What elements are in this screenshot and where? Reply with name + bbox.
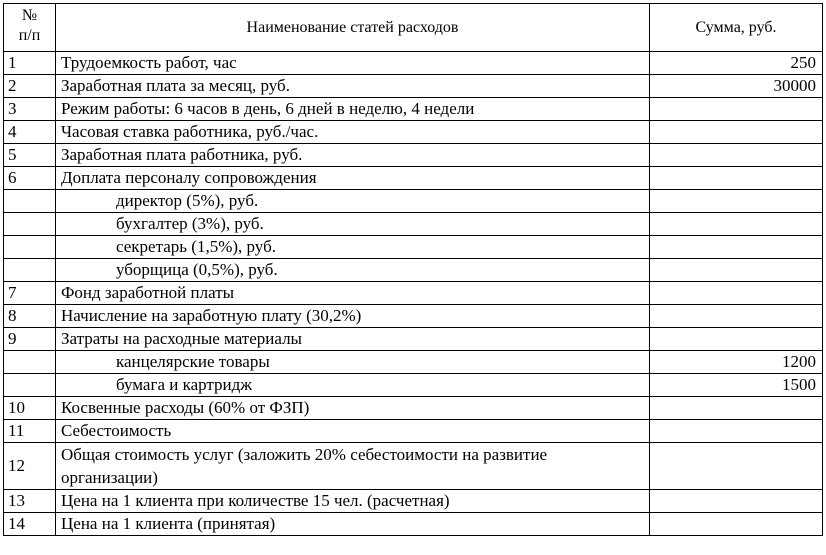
expense-table — [3, 3, 823, 536]
table-row — [4, 374, 823, 397]
row-sum: 1500 — [650, 374, 823, 397]
row-number: 10 — [4, 397, 56, 420]
row-sum — [650, 397, 823, 420]
row-subitem-name: уборщица (0,5%), руб. — [56, 259, 650, 282]
row-expense-name: Затраты на расходные материалы — [56, 328, 650, 351]
row-subitem-name: канцелярские товары — [56, 351, 650, 374]
row-number: 1 — [4, 52, 56, 75]
row-expense-name: Часовая ставка работника, руб./час. — [56, 121, 650, 144]
row-expense-name: Начисление на заработную плату (30,2%) — [56, 305, 650, 328]
row-expense-name: Доплата персоналу сопровождения — [56, 167, 650, 190]
row-expense-name: Заработная плата за месяц, руб. — [56, 75, 650, 98]
row-number: 14 — [4, 513, 56, 536]
row-sum — [650, 98, 823, 121]
table-row — [4, 190, 823, 213]
header-number — [4, 4, 56, 52]
row-number: 8 — [4, 305, 56, 328]
row-sum — [650, 213, 823, 236]
row-number — [4, 374, 56, 397]
row-sum — [650, 513, 823, 536]
row-number — [4, 259, 56, 282]
row-number: 4 — [4, 121, 56, 144]
row-subitem-name: бухгалтер (3%), руб. — [56, 213, 650, 236]
row-number: 12 — [4, 443, 56, 490]
row-number — [4, 236, 56, 259]
table-row — [4, 98, 823, 121]
row-number — [4, 351, 56, 374]
row-expense-name: Цена на 1 клиента при количестве 15 чел. (расчетная) — [56, 490, 650, 513]
row-expense-name: Общая стоимость услуг (заложить 20% себестоимости на развитие организации) — [56, 443, 650, 490]
table-row — [4, 213, 823, 236]
row-sum: 30000 — [650, 75, 823, 98]
table-body — [4, 52, 823, 536]
row-sum — [650, 236, 823, 259]
row-expense-name: Цена на 1 клиента (принятая) — [56, 513, 650, 536]
row-expense-name: Фонд заработной платы — [56, 282, 650, 305]
row-number: 5 — [4, 144, 56, 167]
row-number: 7 — [4, 282, 56, 305]
table-row — [4, 351, 823, 374]
row-sum — [650, 190, 823, 213]
row-number: 11 — [4, 420, 56, 443]
row-sum — [650, 282, 823, 305]
row-number: 3 — [4, 98, 56, 121]
row-expense-name: Режим работы: 6 часов в день, 6 дней в неделю, 4 недели — [56, 98, 650, 121]
table-row — [4, 167, 823, 190]
row-number — [4, 190, 56, 213]
row-sum: 1200 — [650, 351, 823, 374]
row-expense-name: Заработная плата работника, руб. — [56, 144, 650, 167]
row-subitem-name: бумага и картридж — [56, 374, 650, 397]
table-row — [4, 259, 823, 282]
row-sum — [650, 121, 823, 144]
table-row — [4, 75, 823, 98]
row-sum — [650, 259, 823, 282]
row-subitem-name: директор (5%), руб. — [56, 190, 650, 213]
row-expense-name: Себестоимость — [56, 420, 650, 443]
table-row — [4, 121, 823, 144]
header-expense-name: Наименование статей расходов — [56, 4, 650, 52]
table-row — [4, 397, 823, 420]
row-sum — [650, 328, 823, 351]
row-sum — [650, 443, 823, 490]
table-row — [4, 52, 823, 75]
row-sum — [650, 167, 823, 190]
row-sum: 250 — [650, 52, 823, 75]
table-row — [4, 236, 823, 259]
row-number: 2 — [4, 75, 56, 98]
header-sum: Сумма, руб. — [650, 4, 823, 52]
table-row — [4, 144, 823, 167]
table-row — [4, 420, 823, 443]
row-sum — [650, 490, 823, 513]
row-subitem-name: секретарь (1,5%), руб. — [56, 236, 650, 259]
row-number — [4, 213, 56, 236]
table-row — [4, 513, 823, 536]
row-expense-name: Трудоемкость работ, час — [56, 52, 650, 75]
row-number: 6 — [4, 167, 56, 190]
table-row — [4, 305, 823, 328]
table-row — [4, 328, 823, 351]
header-number-line1: № — [21, 7, 38, 24]
row-sum — [650, 305, 823, 328]
header-number-line2: п/п — [18, 27, 41, 44]
row-sum — [650, 144, 823, 167]
row-number: 9 — [4, 328, 56, 351]
table-row — [4, 490, 823, 513]
table-row — [4, 443, 823, 490]
row-expense-name: Косвенные расходы (60% от ФЗП) — [56, 397, 650, 420]
row-sum — [650, 420, 823, 443]
table-row — [4, 282, 823, 305]
row-number: 13 — [4, 490, 56, 513]
table-header-row — [4, 4, 823, 52]
